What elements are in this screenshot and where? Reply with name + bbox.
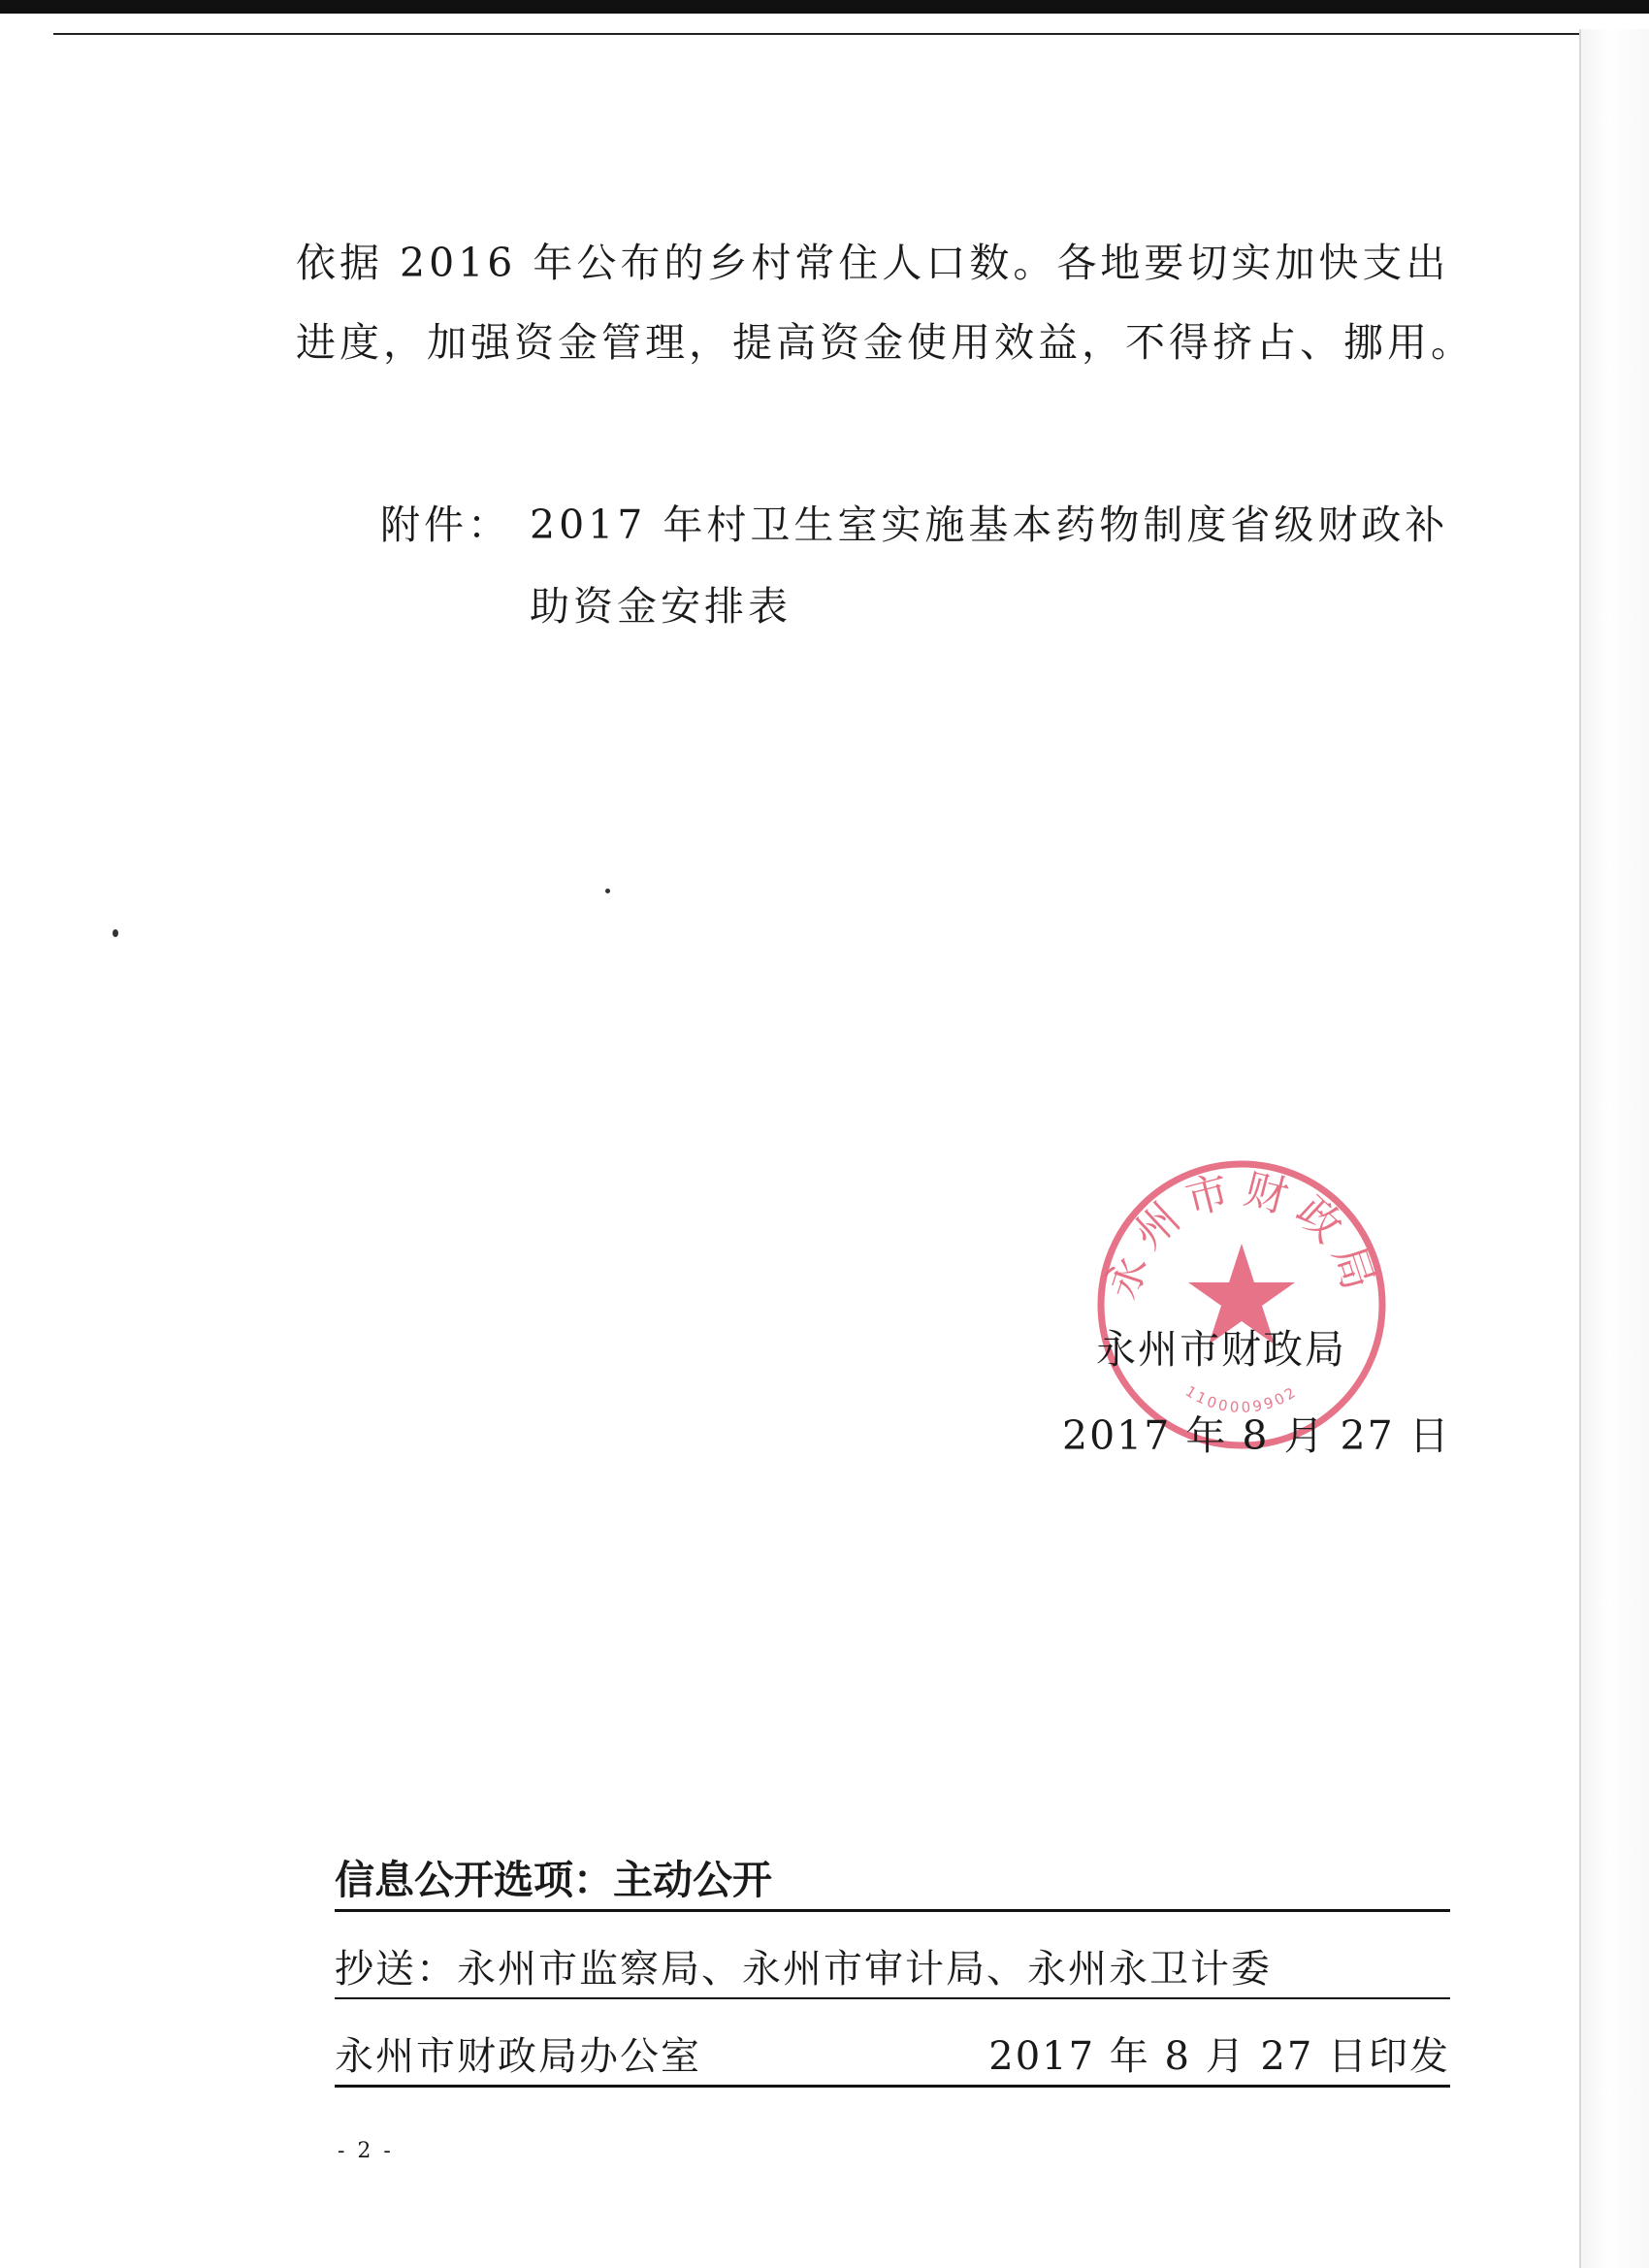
top-rule	[53, 33, 1581, 35]
attachment-line-2: 助资金安排表	[530, 583, 792, 630]
scan-speck	[113, 929, 118, 937]
body-line-1: 依据 2016 年公布的乡村常住人口数。各地要切实加快支出	[296, 240, 1450, 286]
page-fold-shadow	[1579, 29, 1649, 2268]
scan-top-edge	[0, 0, 1649, 14]
disclosure-option: 信息公开选项：主动公开	[335, 1857, 772, 1903]
body-line-2: 进度，加强资金管理，提高资金使用效益，不得挤占、挪用。	[296, 319, 1474, 366]
seal-number: 1100009902	[1181, 1382, 1302, 1417]
seal-arc-text: 永州市财政局	[1097, 1164, 1386, 1306]
cc-row	[335, 1912, 1450, 1999]
print-row	[335, 1999, 1450, 2088]
issuing-office: 永州市财政局办公室	[335, 2034, 701, 2079]
scan-speck	[605, 889, 610, 893]
attachment-label: 附件：	[380, 502, 511, 548]
attachment-line-1: 2017 年村卫生室实施基本药物制度省级财政补	[530, 502, 1449, 548]
issue-date: 2017 年 8 月 27 日	[1062, 1412, 1451, 1459]
print-date: 2017 年 8 月 27 日印发	[988, 2034, 1450, 2079]
document-footer	[335, 1824, 1450, 2088]
page-number: - 2 -	[338, 2139, 394, 2163]
disclosure-row	[335, 1824, 1450, 1912]
issuer-name: 永州市财政局	[1096, 1326, 1346, 1373]
cc-recipients: 抄送：永州市监察局、永州市审计局、永州永卫计委	[335, 1947, 1272, 1992]
